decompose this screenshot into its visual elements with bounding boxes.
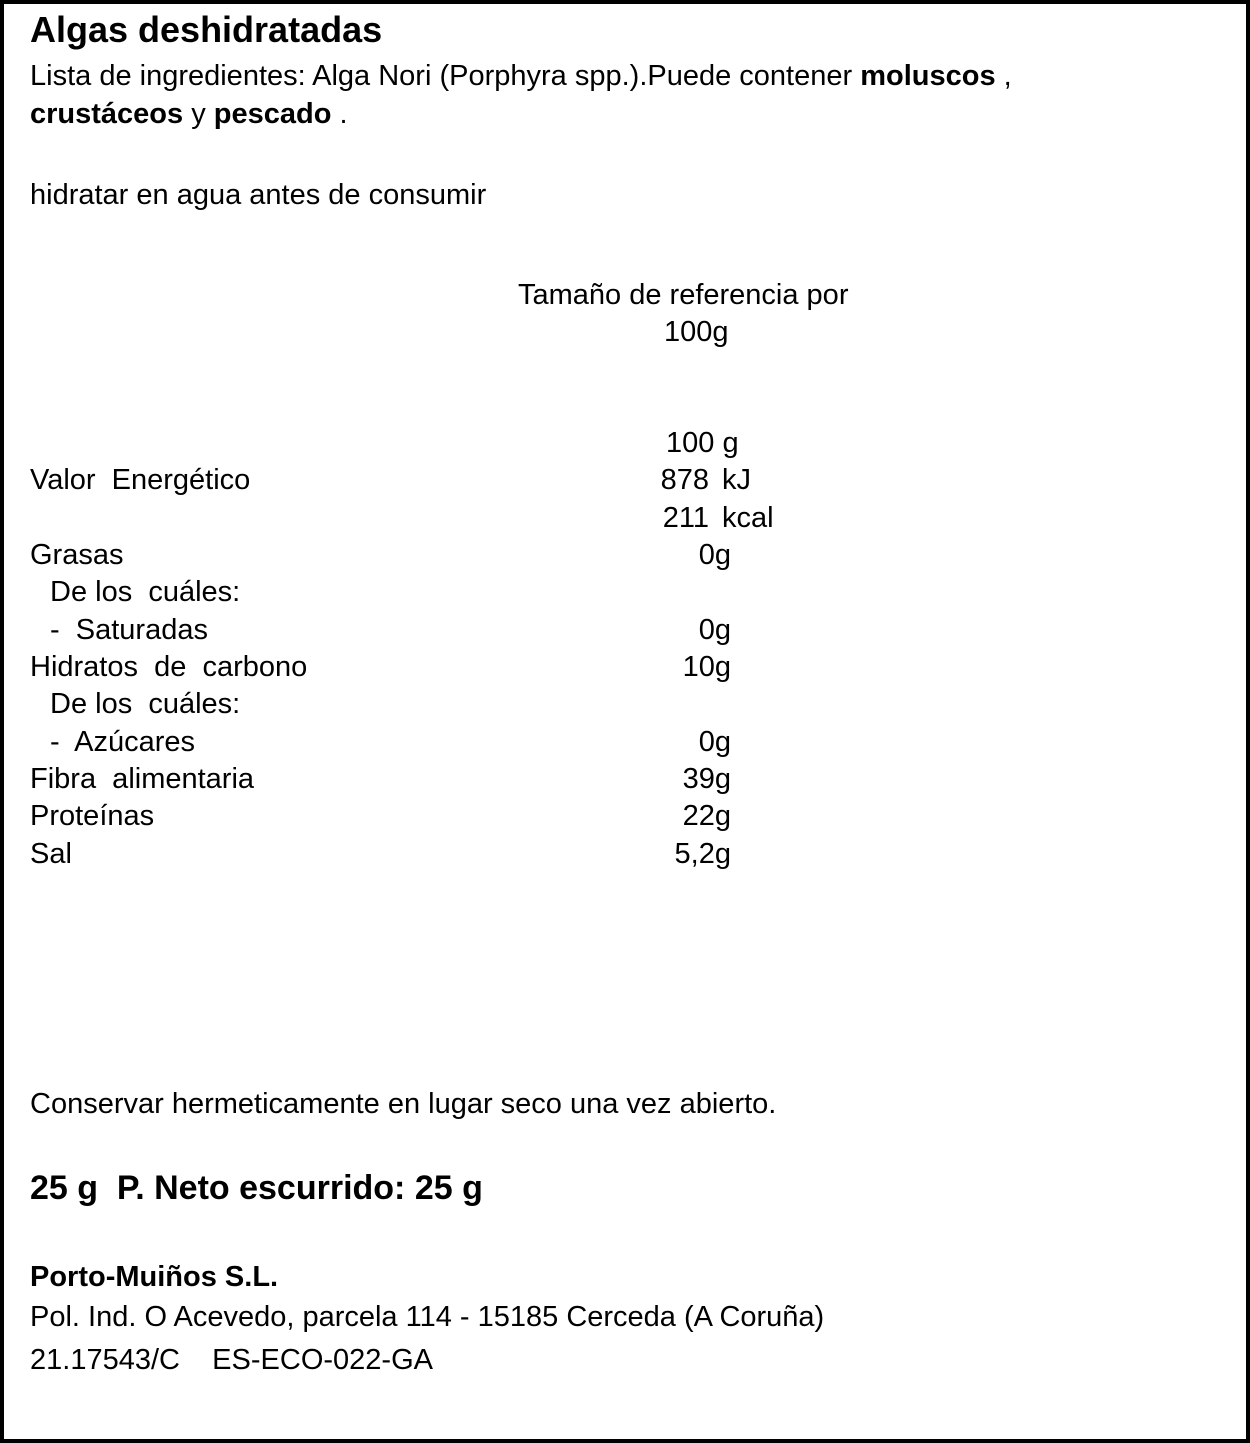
preparation-instructions: hidratar en agua antes de consumir	[30, 179, 487, 211]
nutrient-sublabel: De los cuáles:	[50, 688, 241, 720]
ingredients-end: .	[331, 98, 348, 130]
energy-kj-unit: kJ	[722, 464, 751, 496]
nutrient-value-proteinas: 22g	[682, 800, 731, 832]
registration-codes: 21.17543/C ES-ECO-022-GA	[30, 1344, 433, 1376]
nutrient-value-azucares: 0g	[698, 726, 731, 758]
nutrient-value-fibra: 39g	[682, 763, 731, 795]
ingredients-separator: ,	[995, 60, 1012, 92]
nutrient-value-hidratos: 10g	[682, 651, 731, 683]
allergen-pescado: pescado	[213, 98, 332, 130]
company-address: Pol. Ind. O Acevedo, parcela 114 - 15185 Cerceda (A Coruña)	[30, 1301, 825, 1333]
nutrient-label-proteinas: Proteínas	[30, 800, 155, 832]
nutrient-label-grasas: Grasas	[30, 539, 124, 571]
nutrient-label-hidratos: Hidratos de carbono	[30, 651, 308, 683]
nutrient-value-sal: 5,2g	[674, 838, 731, 870]
reference-size-label: Tamaño de referencia por	[518, 279, 849, 311]
ingredients-line-2	[30, 100, 348, 129]
nutrient-value-grasas: 0g	[698, 539, 731, 571]
reference-size-value: 100g	[664, 316, 729, 348]
energy-label: Valor Energético	[30, 464, 251, 496]
nutrient-value-saturadas: 0g	[698, 614, 731, 646]
net-weight: 25 g P. Neto escurrido: 25 g	[30, 1169, 483, 1207]
ingredients-line-1	[30, 62, 1012, 91]
nutrition-column-header: 100 g	[666, 427, 739, 459]
nutrient-label-azucares: - Azúcares	[50, 726, 196, 758]
energy-kj-value: 878	[660, 464, 709, 496]
ingredients-conjunction: y	[183, 98, 214, 130]
allergen-moluscos: moluscos	[860, 60, 996, 92]
energy-kcal-unit: kcal	[722, 502, 774, 534]
nutrient-sublabel: De los cuáles:	[50, 576, 241, 608]
nutrient-label-saturadas: - Saturadas	[50, 614, 208, 646]
energy-kcal-value: 211	[662, 502, 709, 534]
allergen-crustaceos: crustáceos	[30, 98, 184, 130]
company-name: Porto-Muiños S.L.	[30, 1261, 279, 1293]
product-title: Algas deshidratadas	[30, 9, 383, 50]
nutrient-label-sal: Sal	[30, 838, 72, 870]
storage-instructions: Conservar hermeticamente en lugar seco una vez abierto.	[30, 1088, 777, 1120]
ingredients-prefix: Lista de ingredientes: Alga Nori (Porphyra spp.).Puede contener	[30, 60, 861, 92]
nutrient-label-fibra: Fibra alimentaria	[30, 763, 255, 795]
